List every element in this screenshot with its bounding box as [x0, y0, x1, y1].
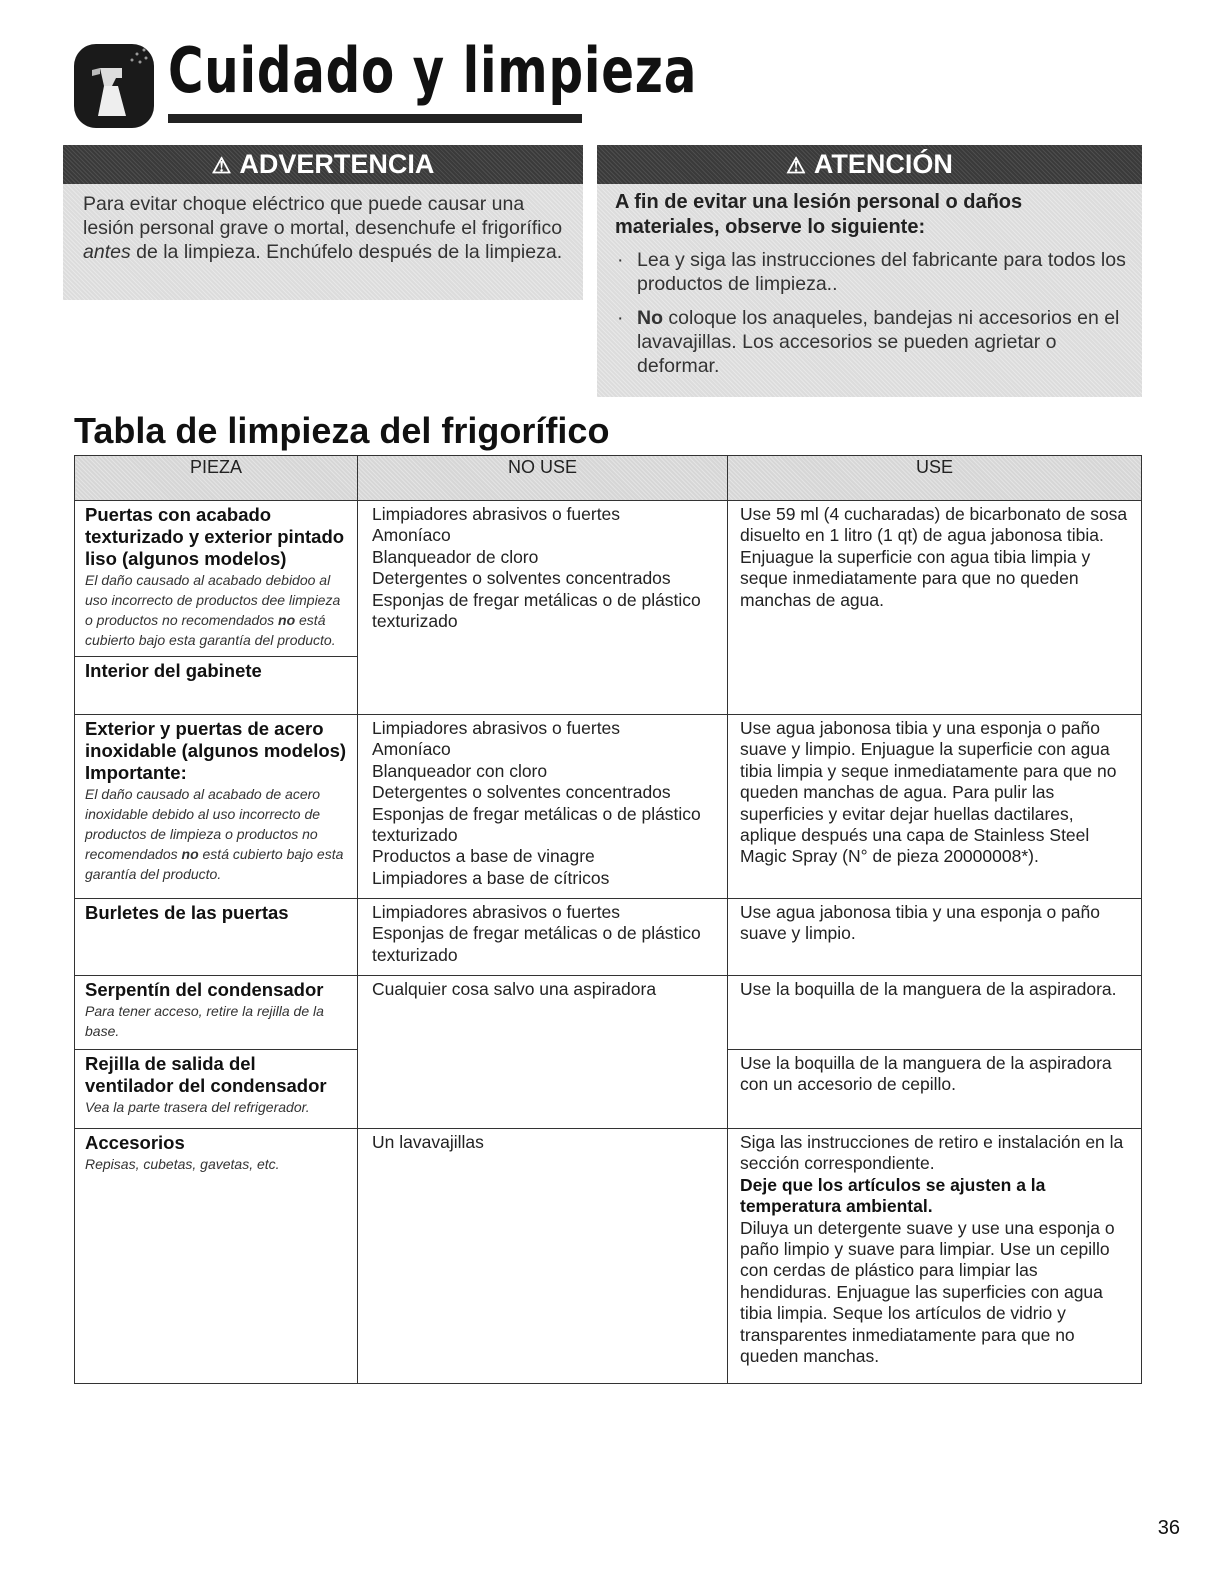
use-text: Use la boquilla de la manguera de la aspiradora.	[740, 979, 1117, 999]
table-row	[75, 899, 1142, 976]
caution-bullet-text: Lea y siga las instrucciones del fabricante para todos los productos de limpieza..	[637, 249, 1126, 295]
no-use-cell	[358, 1129, 728, 1384]
caution-list	[597, 248, 1142, 378]
use-text: Use agua jabonosa tibia y una esponja o paño suave y limpio.	[740, 902, 1100, 944]
part-entry	[75, 656, 357, 688]
warning-text	[63, 184, 583, 264]
warning-text-emphasis: antes	[83, 241, 131, 263]
use-text: Siga las instrucciones de retiro e instalación en la sección correspondiente.	[740, 1132, 1124, 1174]
part-note: Repisas, cubetas, gavetas, etc.	[85, 1156, 280, 1172]
use-cell	[728, 899, 1142, 976]
warning-label: ADVERTENCIA	[239, 149, 435, 179]
no-use-item: Detergentes o solventes concentrados	[372, 568, 671, 589]
no-use-item: Amoníaco	[372, 739, 451, 760]
note-text: El daño causado al acabado debidoo al uso incorrecto de productos dee limpieza o productos no recomendados	[85, 572, 341, 628]
caution-bullet: · Lea y siga las instrucciones del fabricante para todos los productos de limpieza..	[617, 249, 1126, 295]
note-bold: no	[278, 612, 296, 628]
table-row	[75, 501, 1142, 715]
caution-box	[597, 145, 1142, 397]
part-note: Para tener acceso, retire la rejilla de la base.	[85, 1003, 324, 1039]
no-use-item: Limpiadores a base de cítricos	[372, 867, 610, 888]
section-title: Tabla de limpieza del frigorífico	[74, 410, 610, 451]
use-text: Use la boquilla de la manguera de la aspiradora con un accesorio de cepillo.	[740, 1053, 1112, 1095]
caution-label: ATENCIÓN	[813, 149, 953, 179]
caution-triangle-icon: ⚠	[786, 153, 806, 178]
part-entry	[75, 899, 357, 930]
use-entry	[728, 976, 1141, 1049]
warning-box	[63, 145, 583, 300]
caution-header	[597, 145, 1142, 184]
use-text: Use 59 ml (4 cucharadas) de bicarbonato de sosa disuelto en 1 litro (1 qt) de agua jabonosa tibia. Enjuague la superficie con agua tibia limpia y seque inmediatamente para que no queden manchas de agua.	[740, 504, 1128, 610]
spray-bottle-icon	[74, 40, 154, 128]
column-header-part: PIEZA	[75, 456, 358, 501]
no-use-item: Blanqueador de cloro	[372, 546, 539, 567]
no-use-item: Detergentes o solventes concentrados	[372, 782, 671, 803]
use-entry	[728, 1049, 1141, 1102]
note-text: está cubierto bajo esta garantía del producto.	[85, 846, 344, 882]
part-name: Puertas con acabado texturizado y exterior pintado liso (algunos modelos)	[85, 504, 345, 569]
use-cell	[728, 1129, 1142, 1384]
part-name: Interior del gabinete	[85, 660, 262, 681]
table-row	[75, 715, 1142, 899]
use-cell	[728, 501, 1142, 715]
caution-bullet-text: coloque los anaqueles, bandejas ni accesorios en el lavavajillas. Los accesorios se pueden agrietar o deformar.	[637, 307, 1120, 377]
part-cell	[75, 899, 358, 976]
part-name: Exterior y puertas de acero inoxidable (algunos modelos) Importante:	[85, 718, 347, 783]
page-title: Cuidado y limpieza	[168, 34, 698, 107]
table-row	[75, 976, 1142, 1129]
note-text: está cubierto bajo esta garantía del producto.	[85, 612, 336, 648]
no-use-item: Productos a base de vinagre	[372, 846, 595, 867]
page-number: 36	[1157, 1517, 1180, 1539]
part-entry	[75, 501, 357, 656]
part-note	[85, 570, 349, 650]
part-name: Accesorios	[85, 1132, 185, 1153]
warning-text-part: de la limpieza. Enchúfelo después de la limpieza.	[130, 241, 563, 263]
use-cell	[728, 715, 1142, 899]
use-text: Diluya un detergente suave y use una esponja o paño limpio y suave para limpiar. Use un cepillo con cerdas de plástico para limpiar las hendiduras. Enjuague las superficies con agua tibia limpia. Seque los artículos de vidrio y transparentes inmediatamente para que no queden manchas.	[740, 1217, 1115, 1367]
use-text: Use agua jabonosa tibia y una esponja o paño suave y limpio. Enjuague la superficie con agua tibia limpia y seque inmediatamente para que no queden manchas de agua. Para pulir las superficies y evitar dejar huellas dactilares, aplique después una capa de Stainless Steel Magic Spray (N° de pieza 20000008*).	[740, 718, 1117, 867]
title-underline	[168, 114, 582, 123]
no-use-item: Limpiadores abrasivos o fuertes	[372, 902, 621, 922]
no-use-item: Amoníaco	[372, 525, 451, 546]
part-cell	[75, 501, 358, 715]
part-name: Burletes de las puertas	[85, 902, 289, 923]
no-use-cell	[358, 976, 728, 1129]
part-cell	[75, 976, 358, 1129]
warning-triangle-icon: ⚠	[211, 153, 232, 178]
part-cell	[75, 715, 358, 899]
use-text-bold: Deje que los artículos se ajusten a la temperatura ambiental.	[740, 1174, 1046, 1217]
caution-bullet-bold: No	[637, 307, 663, 329]
part-entry	[75, 976, 357, 1049]
column-header-use: USE	[728, 456, 1142, 501]
note-bold: no	[181, 846, 199, 862]
part-name: Serpentín del condensador	[85, 979, 324, 1000]
no-use-cell	[358, 501, 728, 715]
caution-intro: A fin de evitar una lesión personal o daños materiales, observe lo siguiente:	[615, 191, 1023, 238]
part-entry	[75, 715, 357, 890]
part-name: Rejilla de salida del ventilador del condensador	[85, 1053, 327, 1096]
no-use-item: Un lavavajillas	[372, 1132, 484, 1152]
no-use-item: Limpiadores abrasivos o fuertes	[372, 504, 621, 524]
no-use-item: Blanqueador con cloro	[372, 760, 548, 781]
warning-header	[63, 145, 583, 184]
no-use-item: Esponjas de fregar metálicas o de plástico texturizado	[372, 589, 701, 632]
no-use-item: Esponjas de fregar metálicas o de plástico texturizado	[372, 803, 701, 846]
no-use-cell	[358, 899, 728, 976]
part-note: Vea la parte trasera del refrigerador.	[85, 1099, 310, 1115]
note-text: El daño causado al acabado de acero inoxidable debido al uso incorrecto de productos de limpieza o productos no recomendados	[85, 786, 321, 862]
part-entry	[75, 1129, 357, 1180]
no-use-cell	[358, 715, 728, 899]
table-header-row	[75, 456, 1142, 501]
table-row	[75, 1129, 1142, 1384]
part-cell	[75, 1129, 358, 1384]
caution-bullet: · No coloque los anaqueles, bandejas ni accesorios en el lavavajillas. Los accesorios se pueden agrietar o deformar.	[617, 307, 1120, 377]
no-use-item: Esponjas de fregar metálicas o de plástico texturizado	[372, 923, 701, 965]
no-use-item: Cualquier cosa salvo una aspiradora	[372, 979, 657, 999]
column-header-no-use: NO USE	[358, 456, 728, 501]
no-use-item: Limpiadores abrasivos o fuertes	[372, 718, 621, 738]
cleaning-table	[74, 455, 1142, 1384]
part-entry	[75, 1049, 357, 1123]
warning-text-part: Para evitar choque eléctrico que puede causar una lesión personal grave o mortal, desenchufe el frigorífico	[83, 193, 563, 239]
part-note	[85, 784, 349, 884]
use-cell	[728, 976, 1142, 1129]
